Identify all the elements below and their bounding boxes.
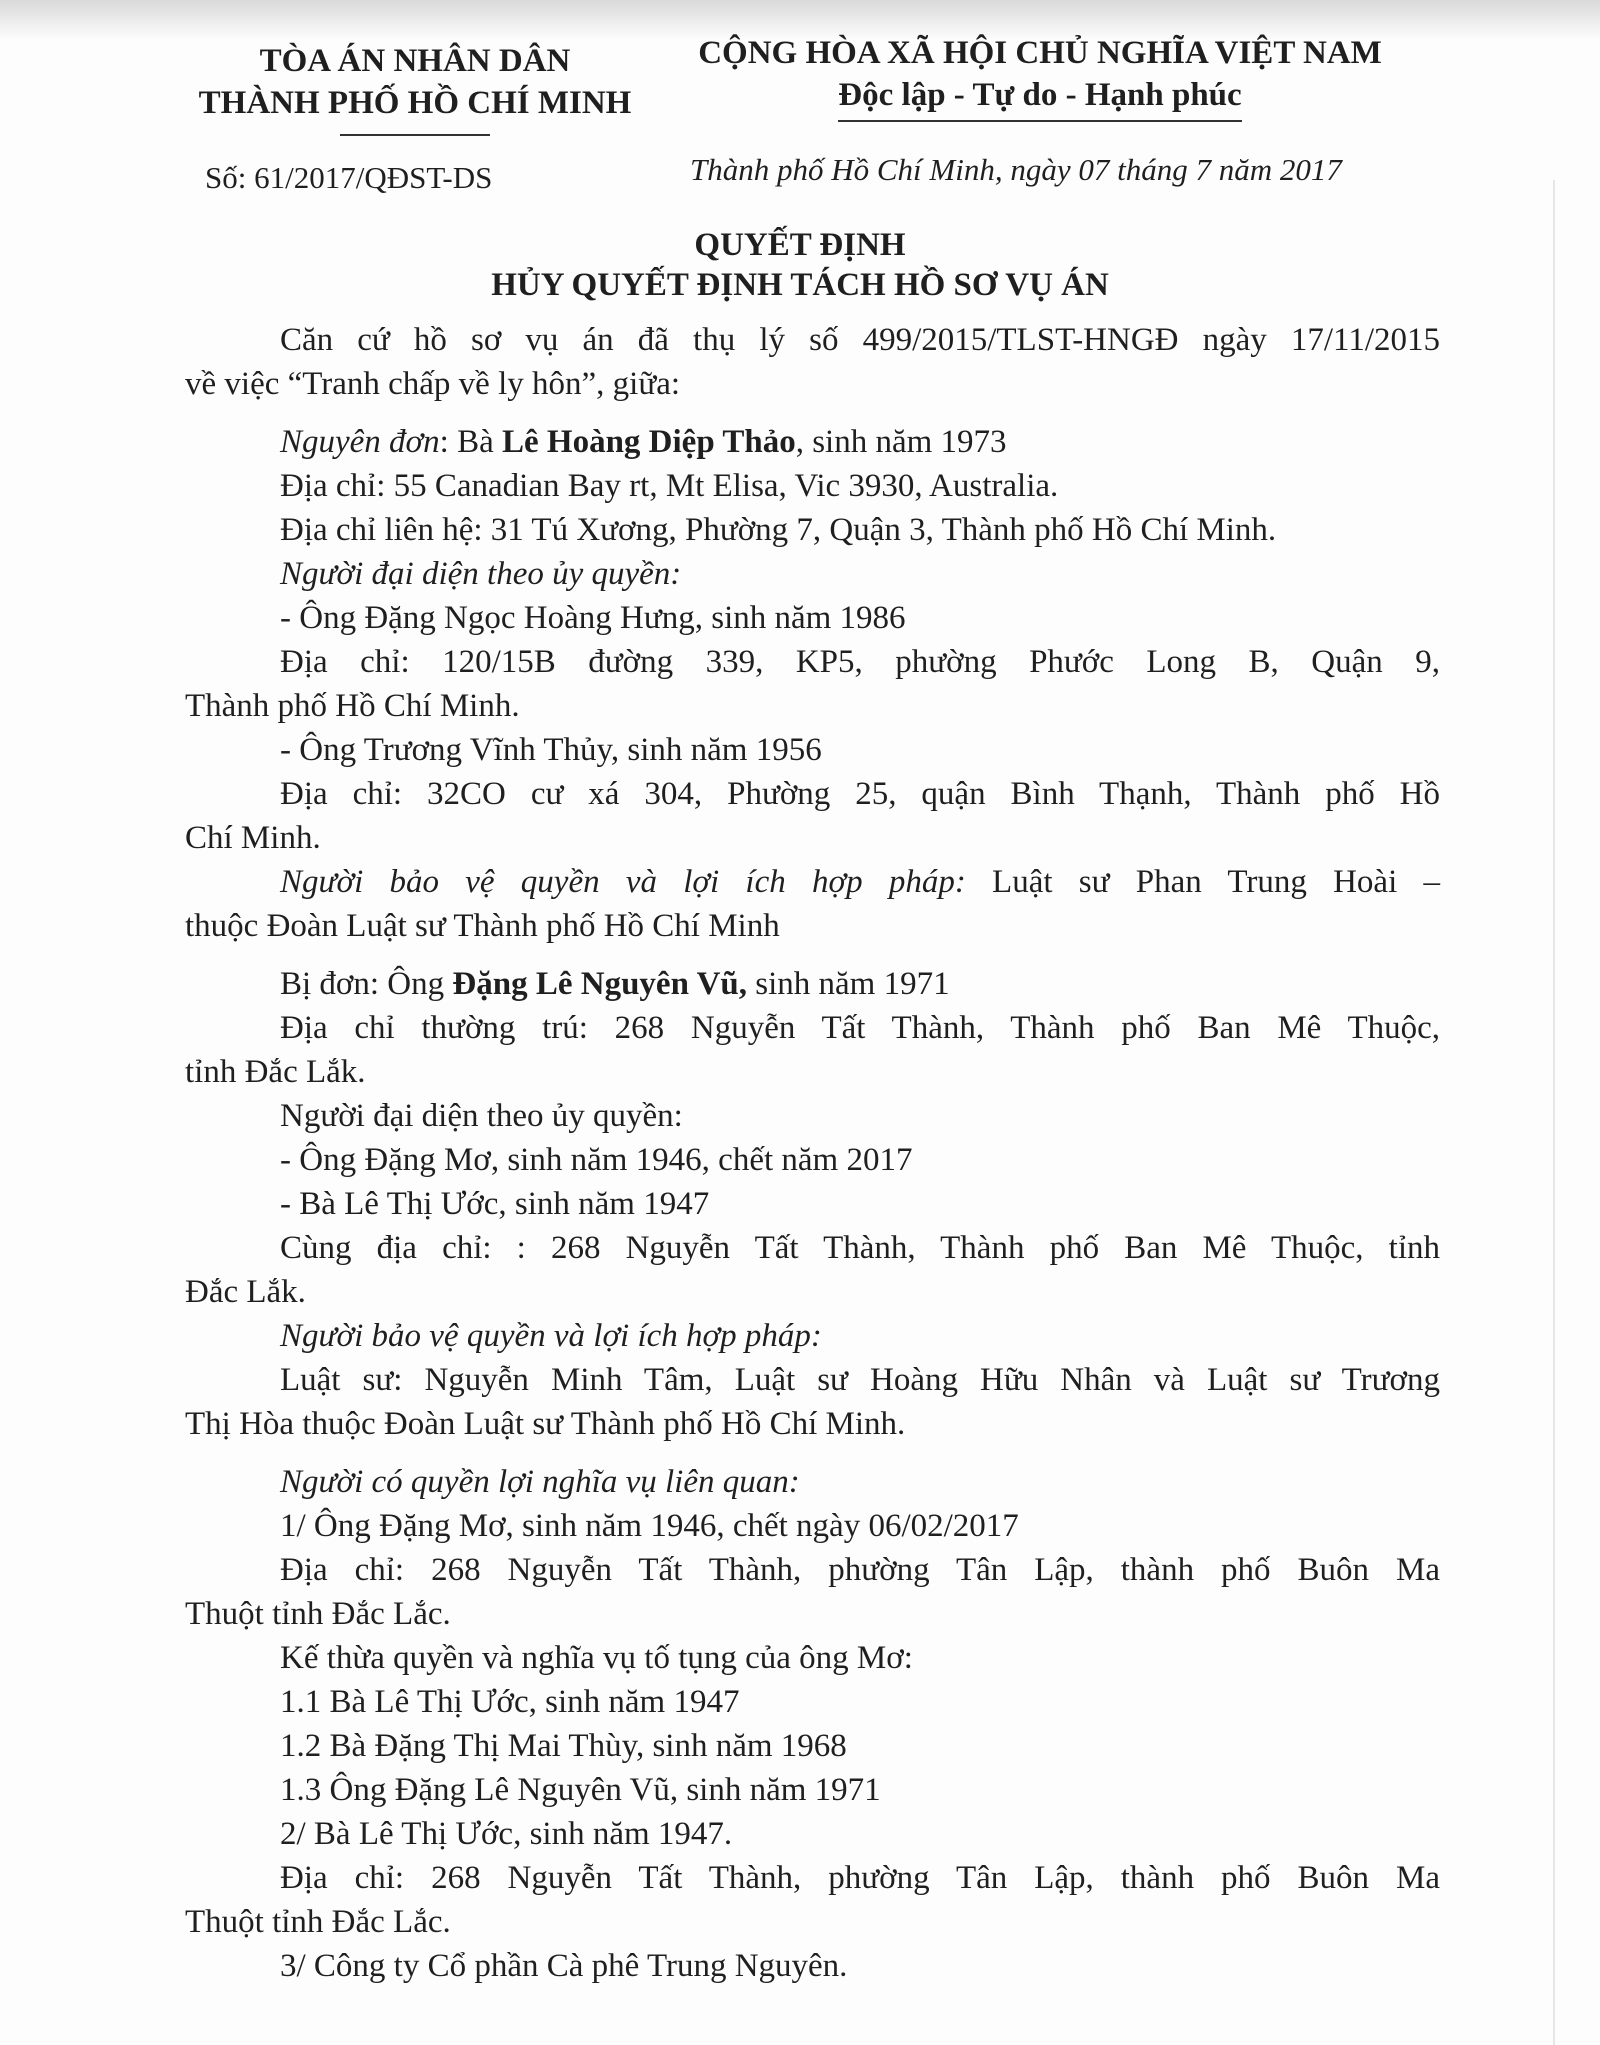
plaintiff-rep-label [185, 552, 1440, 596]
court-name-line1: TÒA ÁN NHÂN DÂN [259, 43, 571, 79]
page-edge-line [1553, 180, 1555, 2045]
heir-1: 1.1 Bà Lê Thị Ước, sinh năm 1947 [280, 1684, 740, 1720]
related-label-text: Người có quyền lợi nghĩa vụ liên quan: [280, 1464, 800, 1500]
defendant-name: Đặng Lê Nguyên Vũ, [452, 966, 748, 1002]
defendant-address-b: tỉnh Đắc Lắk. [185, 1054, 366, 1090]
related-party-3: 3/ Công ty Cổ phần Cà phê Trung Nguyên. [280, 1948, 848, 1984]
plaintiff-address: Địa chỉ: 55 Canadian Bay rt, Mt Elisa, Vic 3930, Australia. [280, 468, 1059, 504]
plaintiff-contact: Địa chỉ liên hệ: 31 Tú Xương, Phường 7, Quận 3, Thành phố Hồ Chí Minh. [280, 512, 1277, 548]
defendant-common-address-a: Cùng địa chỉ: : 268 Nguyễn Tất Thành, Thành phố Ban Mê Thuộc, tỉnh [280, 1230, 1440, 1266]
defendant-protector-b: Thị Hòa thuộc Đoàn Luật sư Thành phố Hồ Chí Minh. [185, 1406, 906, 1442]
plaintiff-protector-b: thuộc Đoàn Luật sư Thành phố Hồ Chí Minh [185, 908, 780, 944]
title-line1: QUYẾT ĐỊNH [694, 227, 906, 263]
plaintiff-protector [185, 860, 1440, 904]
defendant-birth: sinh năm 1971 [747, 966, 950, 1002]
plaintiff-rep2-address-b: Chí Minh. [185, 820, 321, 856]
title-line2: HỦY QUYẾT ĐỊNH TÁCH HỒ SƠ VỤ ÁN [491, 267, 1109, 303]
heir-3: 1.3 Ông Đặng Lê Nguyên Vũ, sinh năm 1971 [280, 1772, 881, 1808]
defendant-address-a: Địa chỉ thường trú: 268 Nguyễn Tất Thành, Thành phố Ban Mê Thuộc, [280, 1010, 1440, 1046]
plaintiff-line [185, 420, 1440, 464]
country-name: CỘNG HÒA XÃ HỘI CHỦ NGHĨA VIỆT NAM [698, 35, 1382, 71]
related-party-1-address-b: Thuột tỉnh Đắc Lắc. [185, 1596, 451, 1632]
plaintiff-name: Lê Hoàng Diệp Thảo [502, 424, 796, 460]
defendant-protector-a: Luật sư: Nguyễn Minh Tâm, Luật sư Hoàng Hữu Nhân và Luật sư Trương [280, 1362, 1440, 1398]
defendant-prefix: Bị đơn: Ông [280, 966, 453, 1002]
document-body [185, 318, 1440, 1988]
plaintiff-rep2-address-a: Địa chỉ: 32CO cư xá 304, Phường 25, quận Bình Thạnh, Thành phố Hồ [280, 776, 1440, 812]
plaintiff-prefix: : Bà [439, 424, 502, 460]
related-party-2-address-a: Địa chỉ: 268 Nguyễn Tất Thành, phường Tân Lập, thành phố Buôn Ma [280, 1860, 1440, 1896]
court-header-rule [340, 134, 490, 136]
plaintiff-rep-label-text: Người đại diện theo ủy quyền: [280, 556, 682, 592]
national-motto: Độc lập - Tự do - Hạnh phúc [838, 74, 1241, 122]
intro-line2: về việc “Tranh chấp về ly hôn”, giữa: [185, 366, 681, 402]
related-label [185, 1460, 1440, 1504]
place-date: Thành phố Hồ Chí Minh, ngày 07 tháng 7 năm 2017 [690, 152, 1342, 187]
national-header [660, 32, 1420, 122]
related-party-1: 1/ Ông Đặng Mơ, sinh năm 1946, chết ngày 06/02/2017 [280, 1508, 1019, 1544]
plaintiff-rep1-address-a: Địa chỉ: 120/15B đường 339, KP5, phường Phước Long B, Quận 9, [280, 644, 1440, 680]
related-party-1-address-a: Địa chỉ: 268 Nguyễn Tất Thành, phường Tân Lập, thành phố Buôn Ma [280, 1552, 1440, 1588]
defendant-protector-label-text: Người bảo vệ quyền và lợi ích hợp pháp: [280, 1318, 822, 1354]
court-header [165, 40, 665, 136]
related-party-2-address-b: Thuột tỉnh Đắc Lắc. [185, 1904, 451, 1940]
plaintiff-birth: , sinh năm 1973 [795, 424, 1007, 460]
defendant-rep1: - Ông Đặng Mơ, sinh năm 1946, chết năm 2017 [280, 1142, 913, 1178]
decision-number: Số: 61/2017/QĐST-DS [205, 160, 493, 195]
defendant-rep2: - Bà Lê Thị Ước, sinh năm 1947 [280, 1186, 710, 1222]
defendant-rep-label: Người đại diện theo ủy quyền: [280, 1098, 683, 1134]
heir-2: 1.2 Bà Đặng Thị Mai Thùy, sinh năm 1968 [280, 1728, 847, 1764]
plaintiff-label: Nguyên đơn [280, 424, 440, 460]
plaintiff-protector-a: Luật sư Phan Trung Hoài – [965, 864, 1440, 900]
document-title [150, 225, 1450, 305]
defendant-line [185, 962, 1440, 1006]
plaintiff-rep2: - Ông Trương Vĩnh Thủy, sinh năm 1956 [280, 732, 822, 768]
defendant-protector-label [185, 1314, 1440, 1358]
defendant-common-address-b: Đắc Lắk. [185, 1274, 306, 1310]
heirs-label: Kế thừa quyền và nghĩa vụ tố tụng của ông Mơ: [280, 1640, 913, 1676]
intro-line1: Căn cứ hồ sơ vụ án đã thụ lý số 499/2015/TLST-HNGĐ ngày 17/11/2015 [280, 322, 1440, 358]
plaintiff-rep1: - Ông Đặng Ngọc Hoàng Hưng, sinh năm 1986 [280, 600, 906, 636]
court-name-line2: THÀNH PHỐ HỒ CHÍ MINH [198, 85, 632, 121]
plaintiff-protector-label: Người bảo vệ quyền và lợi ích hợp pháp: [280, 864, 966, 900]
related-party-2: 2/ Bà Lê Thị Ước, sinh năm 1947. [280, 1816, 733, 1852]
plaintiff-rep1-address-b: Thành phố Hồ Chí Minh. [185, 688, 520, 724]
